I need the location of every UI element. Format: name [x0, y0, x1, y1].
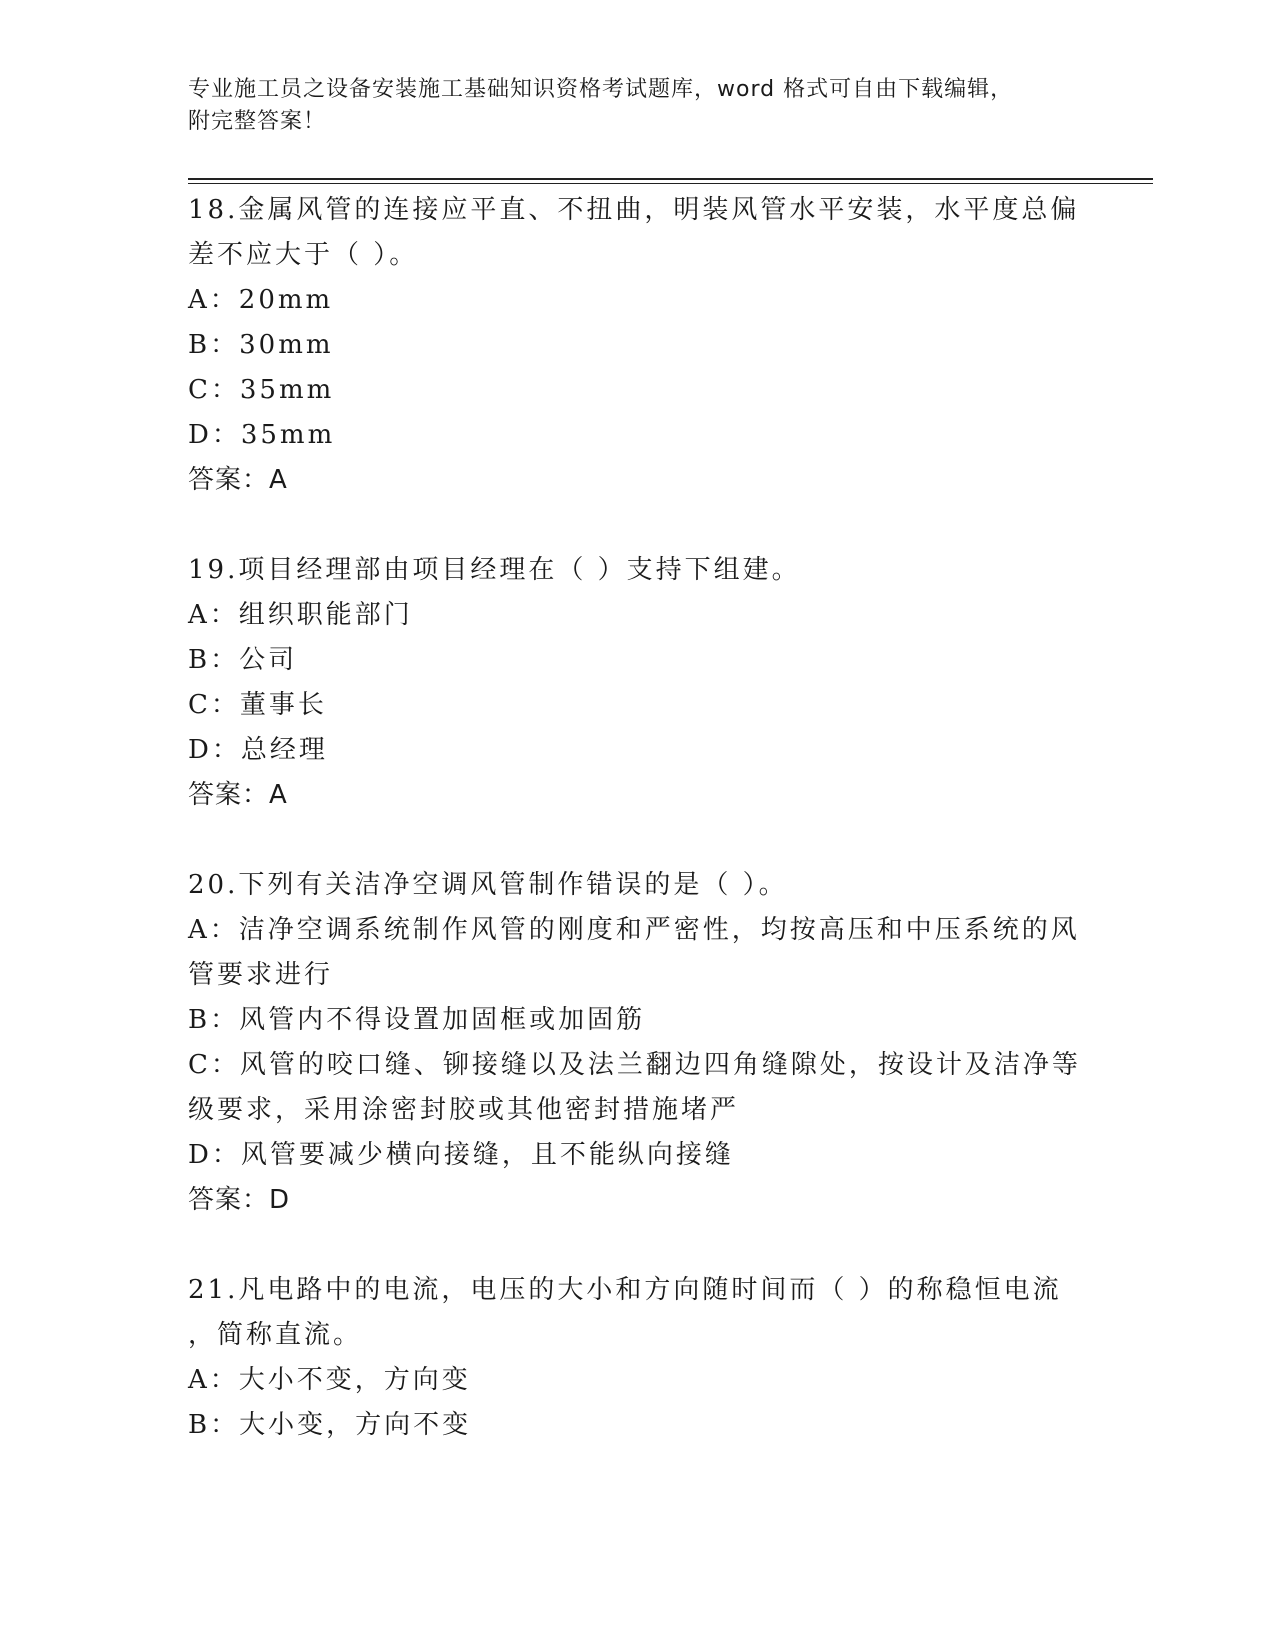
question-text-line: 18.金属风管的连接应平直、不扭曲，明装风管水平安装，水平度总偏	[188, 195, 1080, 225]
option-c-continued: 级要求，采用涂密封胶或其他密封措施堵严	[188, 1095, 740, 1125]
question-19	[188, 548, 1088, 818]
question-21	[188, 1268, 1088, 1448]
document-header	[188, 74, 1068, 138]
question-20	[188, 863, 1088, 1223]
option-a: A：大小不变，方向变	[188, 1365, 471, 1395]
answer: 答案：A	[188, 780, 288, 810]
question-text-line: 差不应大于（ ）。	[188, 240, 419, 270]
question-text-line: 19.项目经理部由项目经理在（ ）支持下组建。	[188, 555, 801, 585]
option-b: B：风管内不得设置加固框或加固筋	[188, 1005, 646, 1035]
option-c: C：风管的咬口缝、铆接缝以及法兰翻边四角缝隙处，按设计及洁净等	[188, 1050, 1081, 1080]
option-b: B：公司	[188, 645, 298, 675]
option-a-continued: 管要求进行	[188, 960, 334, 990]
option-c: C：董事长	[188, 690, 327, 720]
answer: 答案：D	[188, 1185, 291, 1215]
option-c: C：35mm	[188, 375, 335, 405]
answer: 答案：A	[188, 465, 288, 495]
question-text-line: 20.下列有关洁净空调风管制作错误的是（ ）。	[188, 870, 788, 900]
header-divider-thin	[188, 183, 1153, 184]
question-text-line: ，简称直流。	[188, 1320, 363, 1350]
question-text-line: 21.凡电路中的电流，电压的大小和方向随时间而（ ）的称稳恒电流	[188, 1275, 1062, 1305]
header-line-2: 附完整答案！	[188, 109, 327, 134]
option-b: B：大小变，方向不变	[188, 1410, 472, 1440]
option-d: D：35mm	[188, 420, 336, 450]
option-a: A：洁净空调系统制作风管的刚度和严密性，均按高压和中压系统的风	[188, 915, 1080, 945]
question-list	[188, 188, 1088, 1448]
option-b: B：30mm	[188, 330, 334, 360]
option-a: A：组织职能部门	[188, 600, 413, 630]
header-line-1: 专业施工员之设备安装施工基础知识资格考试题库，word 格式可自由下载编辑，	[188, 77, 1014, 102]
option-a: A：20mm	[188, 285, 334, 315]
header-divider-thick	[188, 178, 1153, 180]
option-d: D：风管要减少横向接缝，且不能纵向接缝	[188, 1140, 734, 1170]
option-d: D：总经理	[188, 735, 328, 765]
question-18	[188, 188, 1088, 503]
